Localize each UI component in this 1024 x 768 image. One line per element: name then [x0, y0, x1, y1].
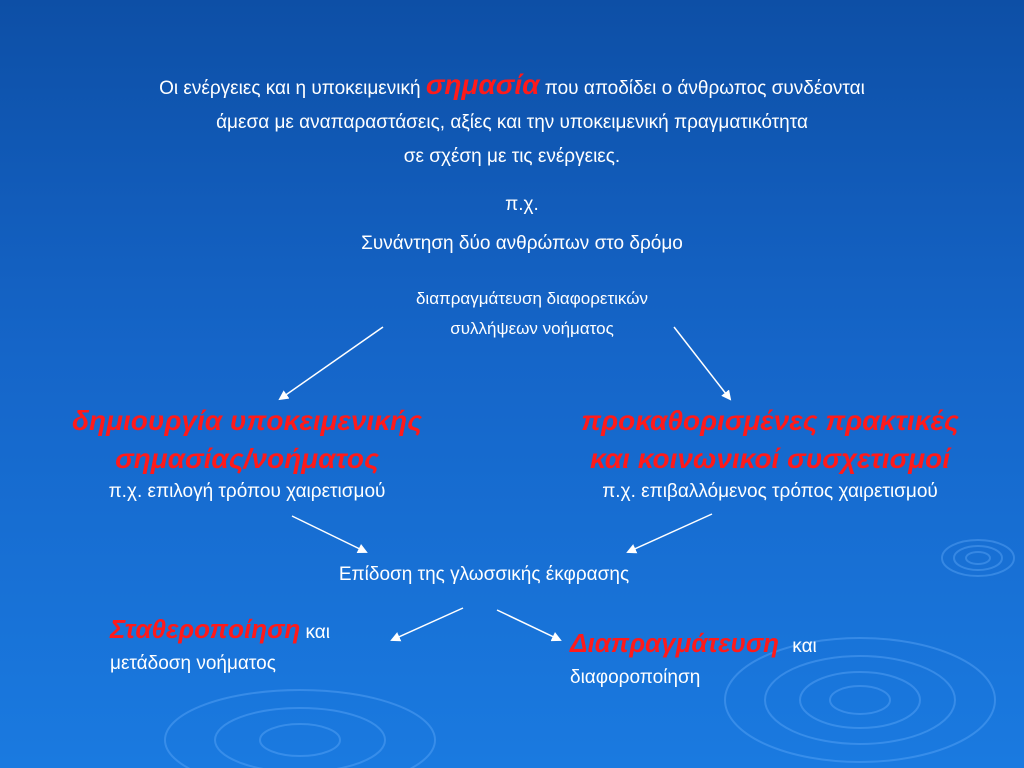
negotiation-outcome-highlight: Διαπραγμάτευση: [570, 628, 780, 658]
negotiation-line-2: συλλήψεων νοήματος: [450, 319, 614, 338]
intro-line-3: σε σχέση με τις ενέργειες.: [403, 146, 621, 167]
predefined-practices-title-2: και κοινωνικοί συσχετισμοί: [590, 443, 950, 474]
stabilization-line-2: μετάδοση νοήματος: [110, 653, 276, 674]
subjective-meaning-title-1: δημιουργία υποκειμενικής: [71, 405, 423, 436]
stabilization-highlight: Σταθεροποίηση: [110, 614, 301, 644]
example-label: π.χ.: [505, 194, 539, 215]
subjective-meaning-example: π.χ. επιλογή τρόπου χαιρετισμού: [108, 481, 386, 502]
intro-highlight-word: σημασία: [425, 69, 540, 100]
negotiation-outcome-line-2: διαφοροποίηση: [570, 667, 701, 688]
arrow-right-to-performance: [628, 514, 712, 552]
arrow-performance-to-stabilization: [392, 608, 463, 640]
arrow-left-to-performance: [292, 516, 366, 552]
intro-text-before: Οι ενέργειες και η υποκειμενική: [159, 78, 426, 99]
stabilization-connector: και: [300, 622, 330, 643]
predefined-practices-title-1: προκαθορισμένες πρακτικές: [581, 405, 959, 436]
arrow-performance-to-negotiation: [497, 610, 560, 640]
arrow-negotiation-to-right: [674, 327, 730, 399]
intro-text-after: που αποδίδει ο άνθρωπος συνδέονται: [539, 78, 865, 99]
negotiation-line-1: διαπραγμάτευση διαφορετικών: [415, 289, 649, 308]
arrow-negotiation-to-left: [280, 327, 383, 399]
subjective-meaning-title-2: σημασίας/νοήματος: [115, 443, 379, 474]
intro-line-2: άμεσα με αναπαραστάσεις, αξίες και την υποκειμενική πραγματικότητα: [216, 112, 808, 133]
negotiation-outcome-connector: και: [787, 636, 817, 657]
predefined-practices-example: π.χ. επιβαλλόμενος τρόπος χαιρετισμού: [602, 481, 938, 502]
scenario-text: Συνάντηση δύο ανθρώπων στο δρόμο: [361, 233, 683, 254]
performance-node: Επίδοση της γλωσσικής έκφρασης: [338, 564, 630, 585]
